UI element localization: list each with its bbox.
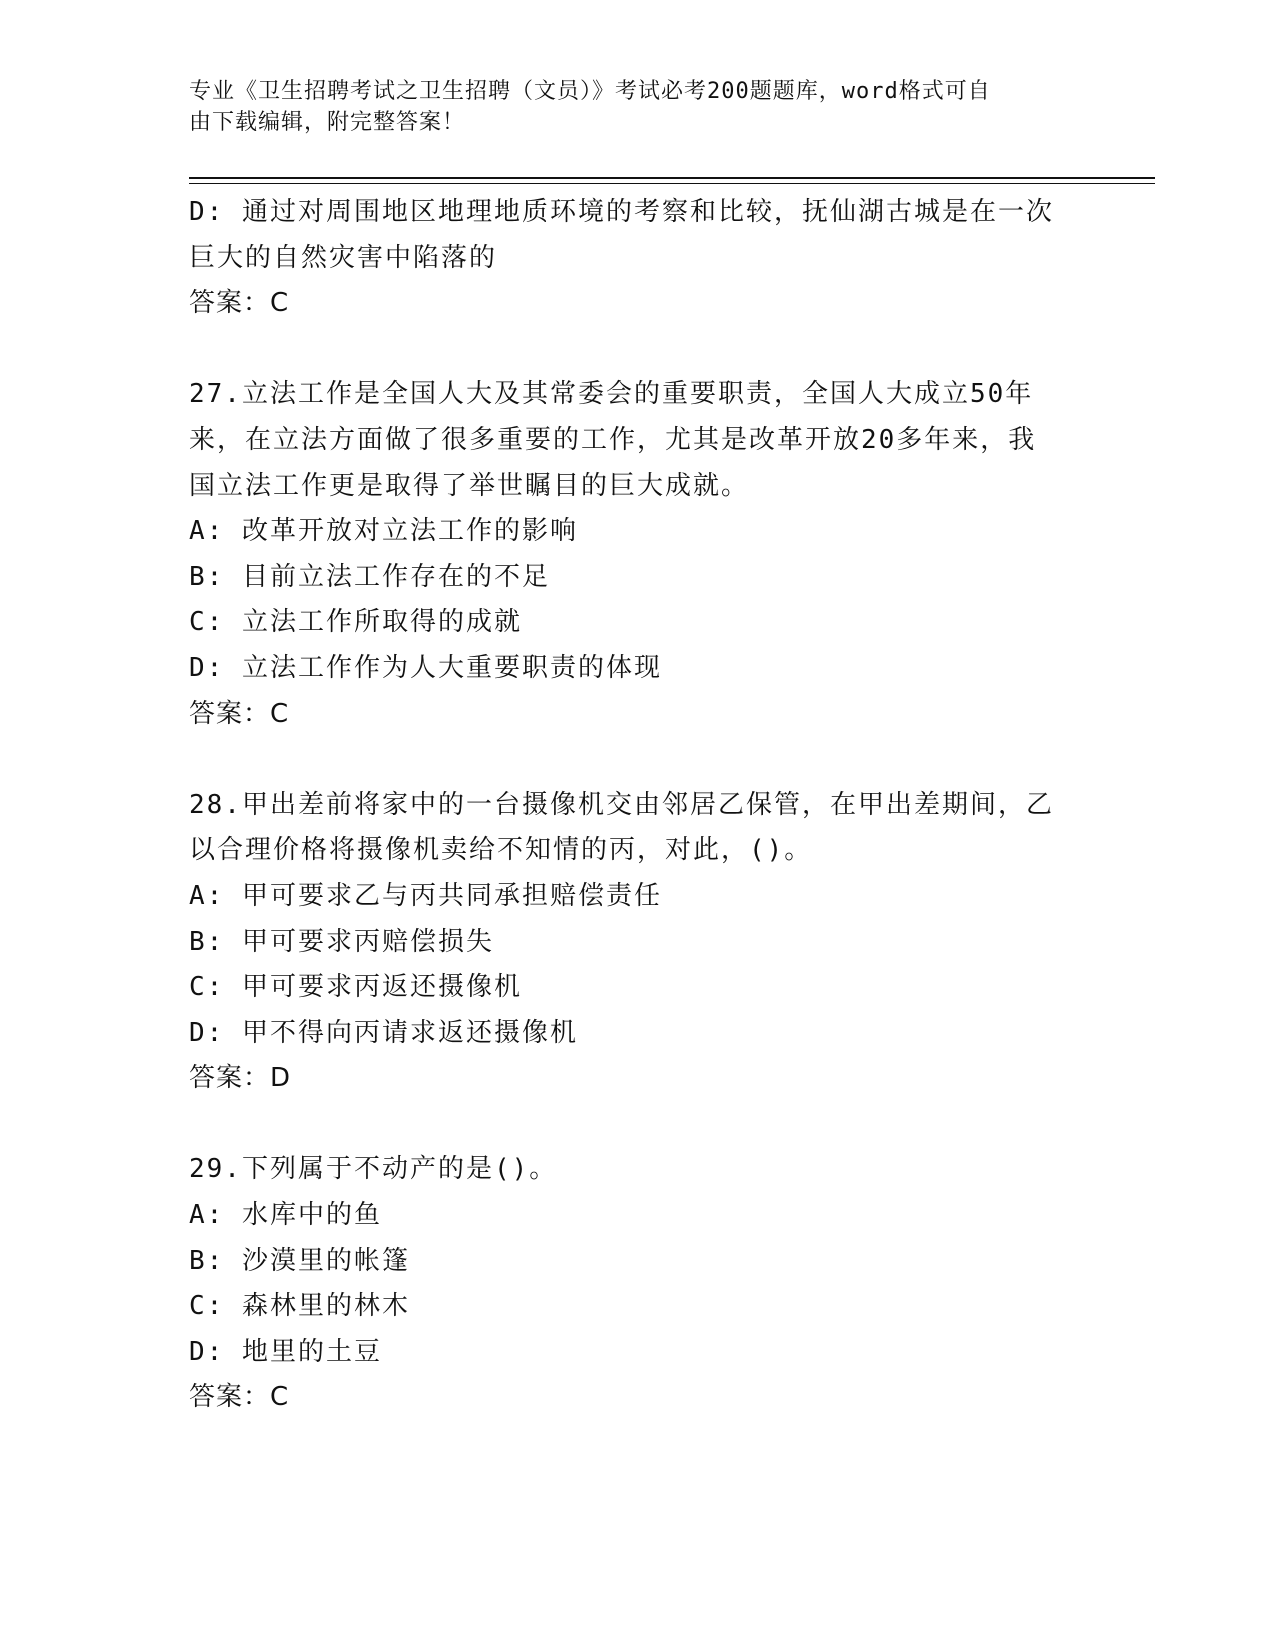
option-a: A: 改革开放对立法工作的影响 — [189, 516, 578, 547]
document-header — [189, 76, 1069, 138]
question-stem-line-2: 来，在立法方面做了很多重要的工作，尤其是改革开放20多年来，我 — [189, 424, 1037, 455]
answer: 答案：C — [189, 288, 290, 319]
question-stem-line-1: 27.立法工作是全国人大及其常委会的重要职责，全国人大成立50年 — [189, 379, 1034, 410]
option-d-line-2: 巨大的自然灾害中陷落的 — [189, 242, 498, 273]
option-a: A: 甲可要求乙与丙共同承担赔偿责任 — [189, 880, 662, 911]
option-b: B: 甲可要求丙赔偿损失 — [189, 926, 494, 957]
option-b: B: 沙漠里的帐篷 — [189, 1245, 410, 1276]
question-28 — [189, 783, 1089, 1102]
question-stem-line-1: 29.下列属于不动产的是()。 — [189, 1154, 558, 1185]
question-stem-line-2: 以合理价格将摄像机卖给不知情的丙，对此，()。 — [189, 835, 813, 866]
option-c: C: 甲可要求丙返还摄像机 — [189, 972, 522, 1003]
header-rule-thick — [189, 177, 1155, 179]
answer: 答案：C — [189, 698, 290, 729]
answer: 答案：D — [189, 1063, 292, 1094]
header-rule-thin — [189, 183, 1155, 184]
option-c: C: 森林里的林木 — [189, 1291, 410, 1322]
question-27 — [189, 372, 1089, 737]
option-d: D: 地里的土豆 — [189, 1336, 382, 1367]
option-a: A: 水库中的鱼 — [189, 1200, 382, 1231]
spacer — [189, 1102, 1089, 1148]
question-content — [189, 190, 1089, 1421]
option-d: D: 立法工作作为人大重要职责的体现 — [189, 652, 662, 683]
spacer — [189, 327, 1089, 373]
question-stem-line-1: 28.甲出差前将家中的一台摄像机交由邻居乙保管，在甲出差期间，乙 — [189, 789, 1054, 820]
option-b: B: 目前立法工作存在的不足 — [189, 561, 550, 592]
question-26-tail — [189, 190, 1089, 327]
spacer — [189, 737, 1089, 783]
answer: 答案：C — [189, 1382, 290, 1413]
question-stem-line-3: 国立法工作更是取得了举世瞩目的巨大成就。 — [189, 470, 750, 501]
option-c: C: 立法工作所取得的成就 — [189, 607, 522, 638]
header-line-2: 由下载编辑，附完整答案！ — [189, 110, 466, 135]
option-d: D: 甲不得向丙请求返还摄像机 — [189, 1017, 578, 1048]
option-d-line-1: D: 通过对周围地区地理地质环境的考察和比较，抚仙湖古城是在一次 — [189, 197, 1054, 227]
header-line-1: 专业《卫生招聘考试之卫生招聘（文员）》考试必考200题题库，word格式可自 — [189, 79, 991, 104]
question-29 — [189, 1147, 1089, 1421]
